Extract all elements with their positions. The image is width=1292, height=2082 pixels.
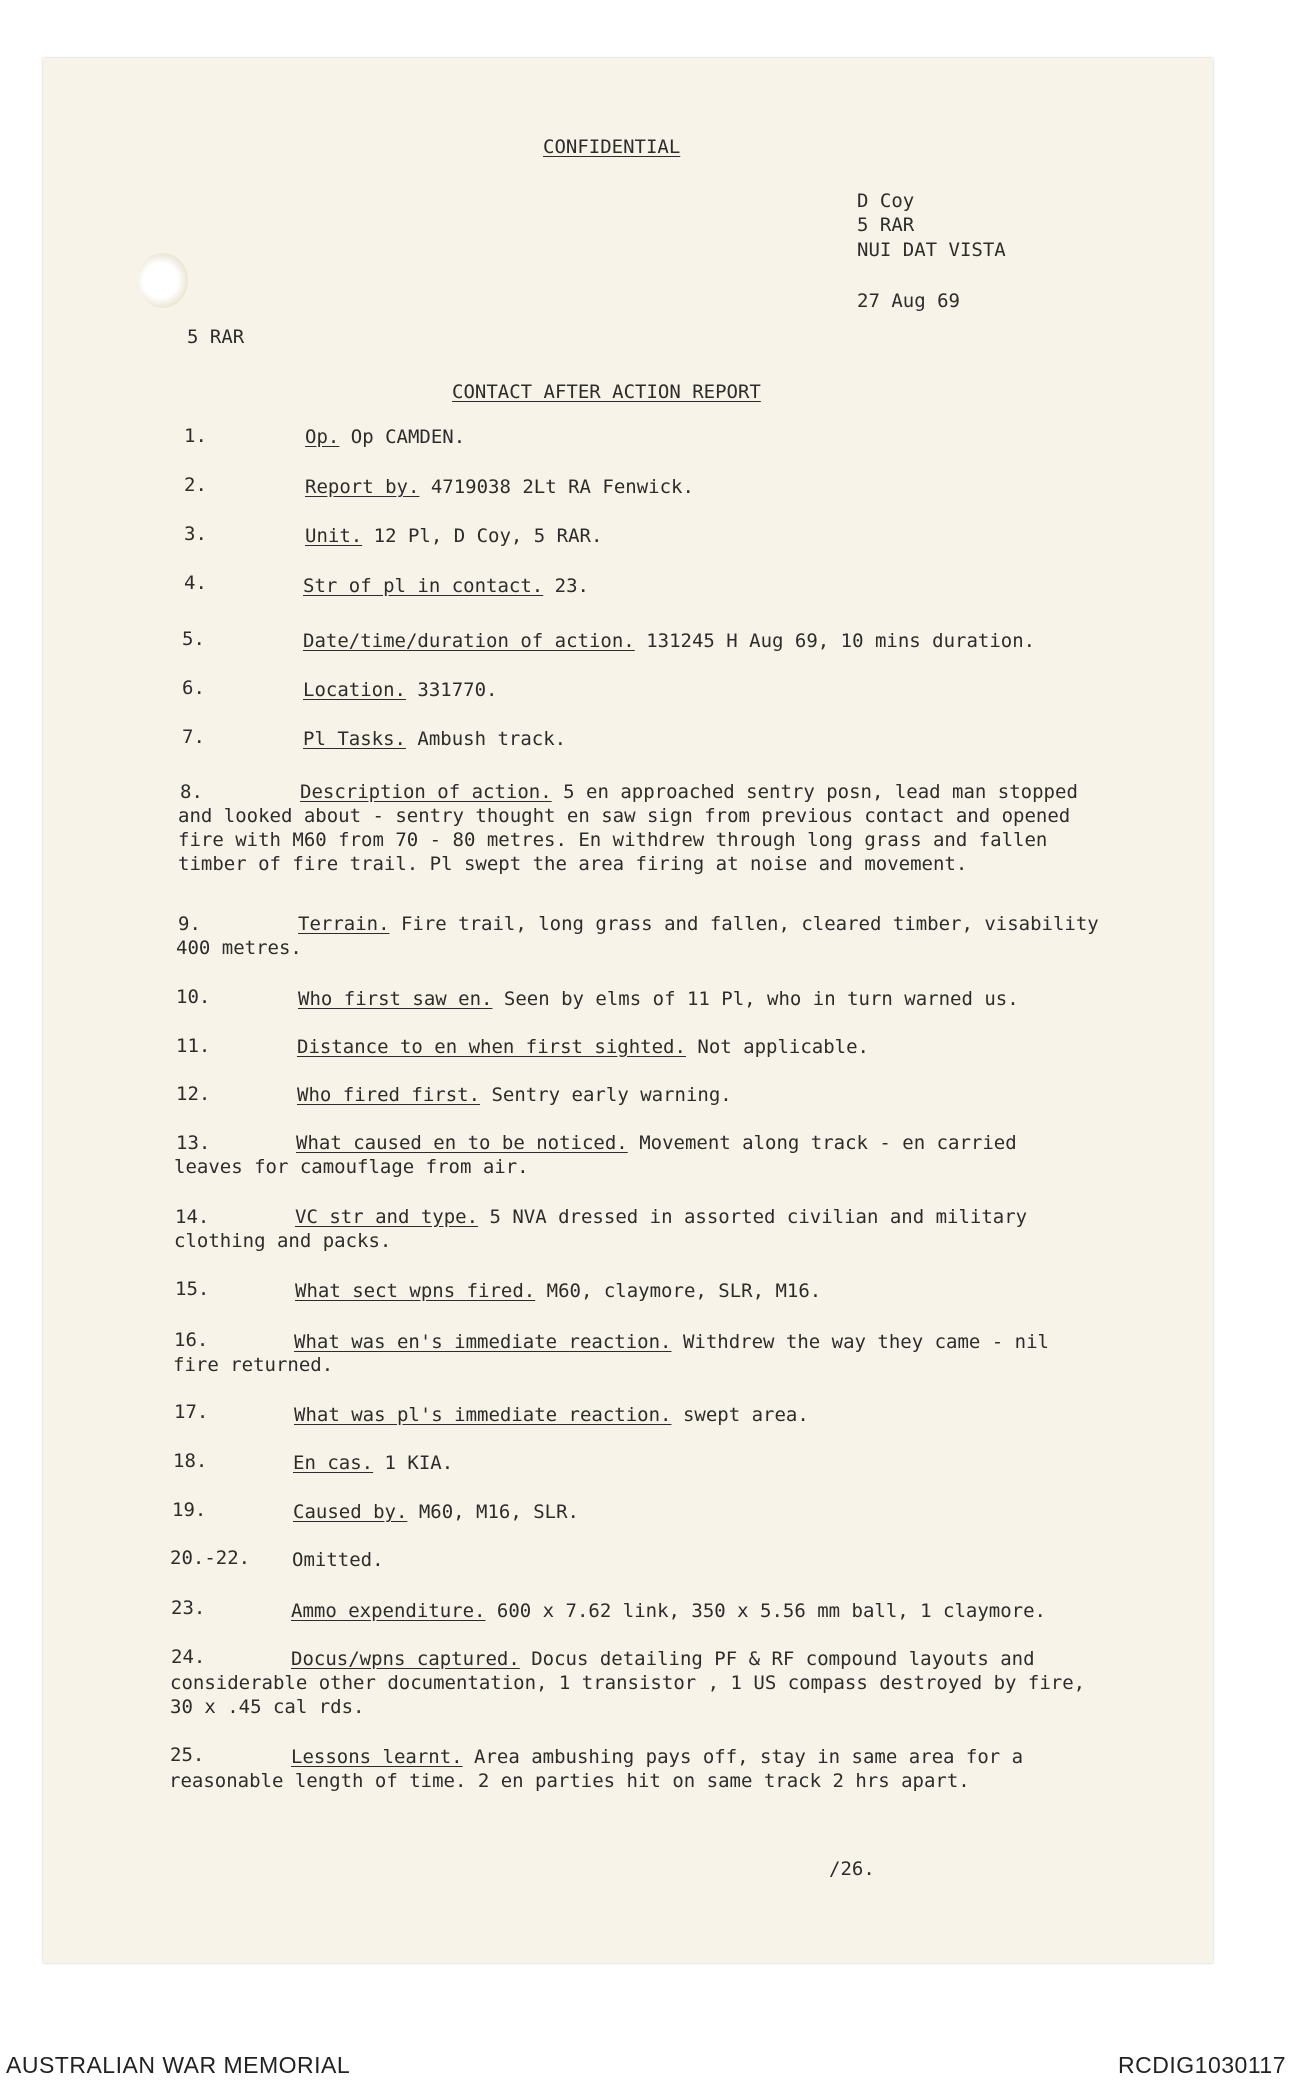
item-text: Fire trail, long grass and fallen, cleared timber, visability: [400, 913, 1099, 935]
item-line: [305, 426, 465, 449]
item-number: 12.: [176, 1083, 211, 1105]
item-number: 3.: [184, 523, 207, 545]
item-line: [295, 1280, 821, 1303]
item-label: Description of action.: [300, 781, 552, 803]
item-text: 5 NVA dressed in assorted civilian and military: [489, 1206, 1028, 1228]
item-text: Movement along track - en carried: [639, 1132, 1017, 1154]
item-continuation: leaves for camouflage from air.: [174, 1156, 529, 1178]
item-text: 23.: [554, 575, 589, 597]
item-label: What was en's immediate reaction.: [294, 1331, 672, 1353]
report-date: 27 Aug 69: [857, 290, 960, 312]
item-line: [298, 913, 1099, 936]
item-line: [291, 1648, 1035, 1671]
item-text: 331770.: [417, 679, 498, 701]
item-line: [303, 728, 566, 751]
item-line: [297, 1084, 732, 1107]
item-text: swept area.: [682, 1404, 809, 1426]
item-line: [294, 1331, 1049, 1354]
unit-line-2: 5 RAR: [857, 214, 915, 236]
item-text: Ambush track.: [417, 728, 567, 750]
item-text: Withdrew the way they came - nil: [682, 1331, 1049, 1353]
item-label: Date/time/duration of action.: [303, 630, 635, 652]
item-line: [305, 476, 694, 499]
item-text: 600 x 7.62 link, 350 x 5.56 mm ball, 1 claymore.: [496, 1600, 1046, 1622]
item-label: Docus/wpns captured.: [291, 1648, 520, 1670]
item-text: 5 en approached sentry posn, lead man stopped: [563, 781, 1078, 803]
item-text: M60, claymore, SLR, M16.: [546, 1280, 822, 1302]
item-line: [298, 988, 1019, 1011]
punch-hole: [138, 253, 188, 308]
item-line: [294, 1404, 809, 1427]
item-number: 16.: [174, 1329, 209, 1351]
item-label: VC str and type.: [295, 1206, 479, 1228]
item-label: Distance to en when first sighted.: [297, 1036, 686, 1058]
item-label: Str of pl in contact.: [303, 575, 544, 597]
item-number: 4.: [184, 572, 207, 594]
footer-archive-name: AUSTRALIAN WAR MEMORIAL: [6, 2052, 351, 2078]
item-label: En cas.: [293, 1452, 374, 1474]
item-line: [297, 1036, 869, 1059]
item-label: Caused by.: [293, 1501, 408, 1523]
item-text: Docus detailing PF & RF compound layouts and: [531, 1648, 1035, 1670]
item-label: What sect wpns fired.: [295, 1280, 536, 1302]
item-number: 10.: [176, 986, 211, 1008]
item-continuation: 30 x .45 cal rds.: [170, 1696, 365, 1718]
item-text: Not applicable.: [697, 1036, 869, 1058]
footer-record-id: RCDIG1030117: [1118, 2052, 1286, 2078]
item-label: Unit.: [305, 525, 363, 547]
item-number: 19.: [172, 1499, 207, 1521]
item-line: [291, 1746, 1023, 1769]
item-number: 9.: [178, 913, 201, 935]
item-line: [291, 1600, 1046, 1623]
item-number: 24.: [171, 1646, 206, 1668]
unit-line-1: D Coy: [857, 190, 915, 212]
item-continuation: and looked about - sentry thought en saw sign from previous contact and opened: [178, 805, 1071, 827]
item-text: Area ambushing pays off, stay in same area for a: [474, 1746, 1024, 1768]
item-text: 4719038 2Lt RA Fenwick.: [430, 476, 694, 498]
item-number: 11.: [176, 1035, 211, 1057]
item-line: [303, 630, 1035, 653]
item-number: 18.: [173, 1450, 208, 1472]
item-line: [293, 1452, 453, 1475]
report-title: CONTACT AFTER ACTION REPORT: [452, 381, 761, 403]
item-label: Ammo expenditure.: [291, 1600, 486, 1622]
item-label: Terrain.: [298, 913, 390, 935]
item-number: 13.: [176, 1132, 211, 1154]
item-number: 17.: [174, 1401, 209, 1423]
item-text: 1 KIA.: [384, 1452, 454, 1474]
item-number: 6.: [182, 677, 205, 699]
item-line: [296, 1132, 1017, 1155]
item-text: Op CAMDEN.: [350, 426, 466, 448]
item-line: [292, 1549, 384, 1572]
item-label: What caused en to be noticed.: [296, 1132, 628, 1154]
item-continuation: reasonable length of time. 2 en parties hit on same track 2 hrs apart.: [169, 1770, 970, 1792]
item-line: [303, 679, 497, 702]
item-line: [305, 525, 602, 548]
item-line: [293, 1501, 579, 1524]
item-label: Who first saw en.: [298, 988, 493, 1010]
item-label: Report by.: [305, 476, 420, 498]
item-number: 25.: [170, 1744, 205, 1766]
item-continuation: fire with M60 from 70 - 80 metres. En withdrew through long grass and fallen: [178, 829, 1048, 851]
item-number: 5.: [182, 628, 205, 650]
item-number: 15.: [175, 1278, 210, 1300]
item-text: Seen by elms of 11 Pl, who in turn warned us.: [503, 988, 1019, 1010]
item-label: Location.: [303, 679, 406, 701]
classification-marking: CONFIDENTIAL: [543, 136, 681, 158]
item-number: 2.: [184, 474, 207, 496]
item-text: Sentry early warning.: [491, 1084, 732, 1106]
item-number: 20.-22.: [170, 1547, 251, 1569]
item-text: 12 Pl, D Coy, 5 RAR.: [373, 525, 603, 547]
item-label: Pl Tasks.: [303, 728, 406, 750]
item-line: [295, 1206, 1027, 1229]
item-number: 1.: [184, 425, 207, 447]
addressee: 5 RAR: [187, 326, 245, 348]
item-text: Omitted.: [292, 1549, 384, 1571]
item-continuation: considerable other documentation, 1 transistor , 1 US compass destroyed by fire,: [170, 1672, 1086, 1694]
item-text: 131245 H Aug 69, 10 mins duration.: [646, 630, 1036, 652]
item-label: Op.: [305, 426, 340, 448]
item-continuation: clothing and packs.: [174, 1230, 392, 1252]
item-number: 14.: [175, 1206, 210, 1228]
item-number: 8.: [180, 781, 203, 803]
item-line: [300, 781, 1078, 804]
item-label: Who fired first.: [297, 1084, 481, 1106]
item-continuation: 400 metres.: [176, 937, 302, 959]
item-label: What was pl's immediate reaction.: [294, 1404, 672, 1426]
item-line: [303, 575, 589, 598]
item-continuation: timber of fire trail. Pl swept the area firing at noise and movement.: [178, 853, 968, 875]
page-reference: /26.: [829, 1858, 875, 1880]
item-number: 23.: [171, 1597, 206, 1619]
item-text: M60, M16, SLR.: [418, 1501, 579, 1523]
item-number: 7.: [182, 726, 205, 748]
unit-location: NUI DAT VISTA: [857, 239, 1006, 261]
item-continuation: fire returned.: [173, 1354, 334, 1376]
item-label: Lessons learnt.: [291, 1746, 463, 1768]
